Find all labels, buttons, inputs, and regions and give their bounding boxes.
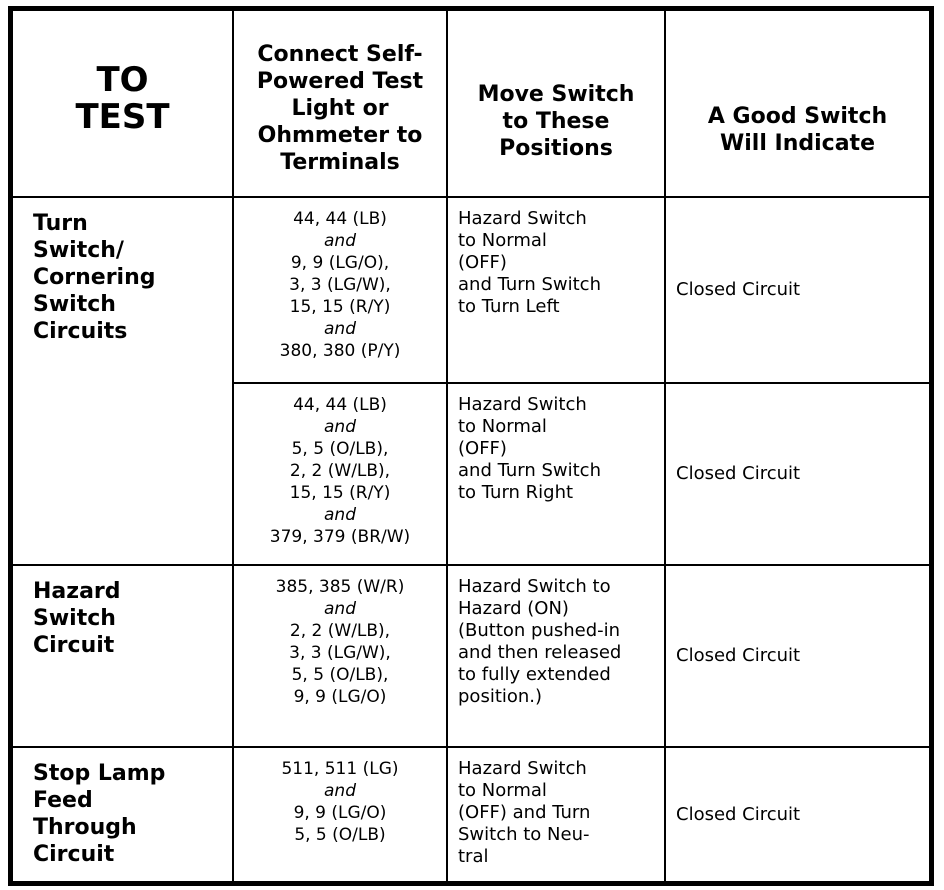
header-line: Powered Test	[256, 69, 424, 94]
terminals-cell	[233, 747, 447, 881]
position-line: to Normal	[458, 780, 547, 801]
test-line: Switch	[33, 292, 116, 317]
test-line: Cornering	[33, 265, 156, 290]
terminal-line: 44, 44 (LB)	[293, 395, 387, 415]
indication-cell: Closed Circuit	[665, 565, 929, 747]
position-line: tral	[458, 846, 489, 867]
terminal-line: and	[324, 319, 356, 339]
header-line: Terminals	[280, 150, 400, 175]
test-line: Turn	[33, 211, 88, 236]
indication-cell: Closed Circuit	[665, 383, 929, 565]
terminal-line: 2, 2 (W/LB),	[289, 621, 391, 641]
terminals-cell	[233, 383, 447, 565]
header-row	[13, 11, 929, 197]
terminal-line: 511, 511 (LG)	[281, 759, 399, 779]
terminal-line: 385, 385 (W/R)	[275, 577, 405, 597]
test-line: Circuit	[33, 633, 115, 658]
positions-cell	[447, 383, 665, 565]
header-to-test	[13, 11, 233, 197]
position-line: and Turn Switch	[458, 274, 601, 295]
terminal-line: and	[324, 781, 356, 801]
terminal-line: 15, 15 (R/Y)	[289, 297, 391, 317]
position-line: (OFF)	[458, 252, 507, 273]
position-line: Hazard Switch to	[458, 576, 611, 597]
header-move-switch	[447, 11, 665, 197]
header-line: A Good Switch	[707, 103, 888, 129]
position-line: to Turn Left	[458, 296, 560, 317]
indication-cell: Closed Circuit	[665, 197, 929, 383]
terminal-line: 44, 44 (LB)	[293, 209, 387, 229]
terminals-cell	[233, 565, 447, 747]
position-line: Switch to Neu-	[458, 824, 590, 845]
position-line: to Normal	[458, 416, 547, 437]
terminal-line: and	[324, 231, 356, 251]
header-line: TO	[96, 59, 149, 100]
indication-cell: Closed Circuit	[665, 747, 929, 881]
terminal-line: 9, 9 (LG/O)	[293, 803, 387, 823]
positions-cell	[447, 747, 665, 881]
position-line: and Turn Switch	[458, 460, 601, 481]
header-good-switch	[665, 11, 929, 197]
test-line: Hazard	[33, 579, 121, 604]
header-connect-terminals	[233, 11, 447, 197]
terminal-line: 3, 3 (LG/W),	[289, 275, 391, 295]
positions-cell	[447, 565, 665, 747]
header-line: Will Indicate	[719, 130, 875, 156]
test-name-turn-switch	[13, 197, 233, 565]
test-name-hazard-switch	[13, 565, 233, 747]
position-line: Hazard (ON)	[458, 598, 569, 619]
terminal-line: 3, 3 (LG/W),	[289, 643, 391, 663]
terminal-line: and	[324, 599, 356, 619]
header-line: Move Switch	[477, 82, 635, 107]
position-line: Hazard Switch	[458, 394, 587, 415]
terminal-line: and	[324, 505, 356, 525]
header-line: Ohmmeter to	[257, 123, 423, 148]
terminal-line: 5, 5 (O/LB)	[294, 825, 386, 845]
test-line: Switch	[33, 606, 116, 631]
terminal-line: 9, 9 (LG/O),	[290, 253, 390, 273]
terminal-line: 2, 2 (W/LB),	[289, 461, 391, 481]
position-line: (Button pushed-in	[458, 620, 621, 641]
position-line: to Turn Right	[458, 482, 574, 503]
switch-test-table	[8, 6, 934, 886]
test-name-stop-lamp	[13, 747, 233, 881]
terminal-line: 9, 9 (LG/O)	[293, 687, 387, 707]
terminal-line: 379, 379 (BR/W)	[269, 527, 411, 547]
test-line: Feed	[33, 788, 93, 813]
test-line: Through	[33, 815, 137, 840]
position-line: position.)	[458, 686, 543, 707]
table-row	[13, 197, 929, 383]
terminal-line: 5, 5 (O/LB),	[291, 665, 389, 685]
position-line: Hazard Switch	[458, 758, 587, 779]
position-line: (OFF)	[458, 438, 507, 459]
table-row	[13, 565, 929, 747]
terminal-line: 15, 15 (R/Y)	[289, 483, 391, 503]
terminal-line: 5, 5 (O/LB),	[291, 439, 389, 459]
position-line: (OFF) and Turn	[458, 802, 591, 823]
position-line: to fully extended	[458, 664, 611, 685]
test-line: Circuits	[33, 319, 128, 344]
test-line: Switch/	[33, 238, 124, 263]
header-line: Connect Self-	[257, 42, 423, 67]
terminal-line: and	[324, 417, 356, 437]
terminals-cell	[233, 197, 447, 383]
header-line: Positions	[499, 136, 613, 161]
test-line: Circuit	[33, 842, 115, 867]
terminal-line: 380, 380 (P/Y)	[279, 341, 401, 361]
position-line: to Normal	[458, 230, 547, 251]
test-line: Stop Lamp	[33, 761, 166, 786]
position-line: and then released	[458, 642, 622, 663]
header-line: TEST	[75, 96, 170, 137]
test-table	[13, 11, 929, 881]
positions-cell	[447, 197, 665, 383]
table-row	[13, 747, 929, 881]
position-line: Hazard Switch	[458, 208, 587, 229]
header-line: to These	[502, 109, 610, 134]
header-line: Light or	[291, 96, 389, 121]
